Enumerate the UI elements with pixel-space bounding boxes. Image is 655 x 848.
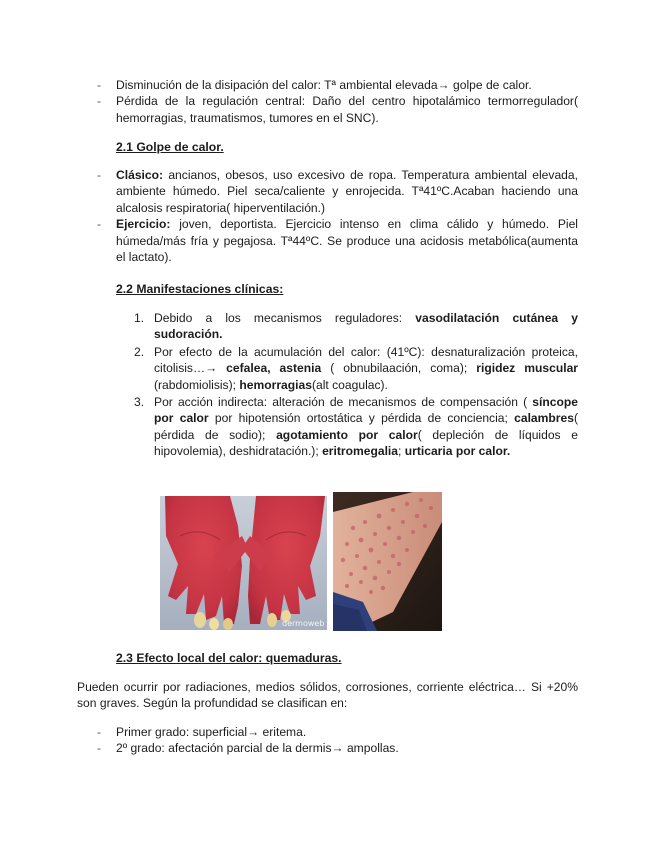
hands-erythema-image	[160, 496, 327, 630]
list-item-term: Clásico:	[116, 168, 164, 182]
burn-degree-list	[97, 724, 578, 757]
item-text: por hipotensión ortostática y pérdida de conciencia;	[208, 411, 515, 426]
bold-term: hemorragias	[239, 377, 312, 392]
item-number: 1.	[134, 311, 145, 325]
list-item-text: Primer grado: superficial→ eritema.	[116, 725, 307, 739]
clinical-manifestations-list	[134, 310, 578, 461]
item-text: ( obnubilaación, coma);	[321, 361, 477, 376]
list-item-text: Pérdida de la regulación central: Daño del centro hipotalámico termorregulador( hemorragias, traumatismos, tumores en el SNC).	[116, 94, 578, 125]
heat-stroke-list	[97, 167, 578, 265]
list-item-term: Ejercicio:	[116, 217, 171, 232]
list-item-text: ancianos, obesos, uso excesivo de ropa. Temperatura ambiental elevada, ambiente húmedo. Piel seca/caliente y enrojecida. Tª41ºC.Acaban haciendo una alcalosis respiratoria( hiperventilación.)	[116, 168, 578, 215]
bold-term: rigidez muscular	[476, 361, 578, 376]
arm-urticaria-illustration	[333, 492, 442, 631]
arm-urticaria-image	[333, 492, 442, 631]
bold-term: síncope por calor	[154, 395, 578, 426]
item-text: Debido a los mecanismos reguladores:	[154, 311, 416, 325]
dermoweb-watermark: dermoweb	[282, 619, 325, 628]
section-heading-2-3: 2.3 Efecto local del calor: quemaduras.	[116, 651, 342, 665]
numbered-item	[134, 394, 578, 460]
list-item-text: 2º grado: afectación parcial de la dermis→ ampollas.	[116, 741, 399, 756]
list-item	[97, 724, 578, 740]
item-text: Por acción indirecta: alteración de mecanismos de compensación (	[154, 395, 533, 410]
item-text: ( depleción de líquidos e hipovolemia), deshidratación.);	[154, 427, 578, 459]
item-text: ;	[398, 444, 405, 459]
bold-term: vasodilatación cutánea y sudoración.	[154, 311, 579, 342]
section-heading-2-1: 2.1 Golpe de calor.	[116, 140, 224, 154]
item-text: Por efecto de la acumulación del calor: (41ºC): desnaturalización proteica, citolisis…→	[154, 344, 578, 376]
list-item	[97, 93, 578, 126]
section-heading-2-2: 2.2 Manifestaciones clínicas:	[116, 282, 284, 296]
list-item	[97, 77, 578, 93]
item-text: (rabdomiolisis);	[154, 377, 240, 392]
item-text: (alt coagulac).	[311, 377, 388, 392]
intro-list	[97, 77, 578, 126]
list-item	[97, 740, 578, 756]
bold-term: agotamiento por calor	[276, 427, 418, 442]
numbered-item	[134, 310, 578, 343]
list-item-text: joven, deportista. Ejercicio intenso en clima cálido y húmedo. Piel húmeda/más fría y pegajosa. Tª44ºC. Se produce una acidosis metabólica(aumenta el lactato).	[116, 217, 578, 265]
list-item-text: Disminución de la disipación del calor: Tª ambiental elevada→ golpe de calor.	[116, 78, 532, 92]
item-number: 2.	[134, 344, 145, 359]
list-item	[97, 167, 578, 216]
hands-erythema-illustration	[160, 496, 327, 630]
numbered-item	[134, 344, 578, 393]
item-text: ( pérdida de sodio);	[154, 411, 578, 442]
bold-term: urticaria por calor.	[404, 444, 511, 459]
bold-term: cefalea, astenia	[226, 361, 322, 376]
bold-term: eritromegalia	[322, 444, 399, 459]
item-number: 3.	[134, 395, 145, 410]
bold-term: calambres	[514, 411, 574, 426]
burns-paragraph: Pueden ocurrir por radiaciones, medios sólidos, corrosiones, corriente eléctrica… Si +20% son graves. Según la profundidad se clasifican en:	[77, 680, 578, 711]
list-item	[97, 216, 578, 265]
